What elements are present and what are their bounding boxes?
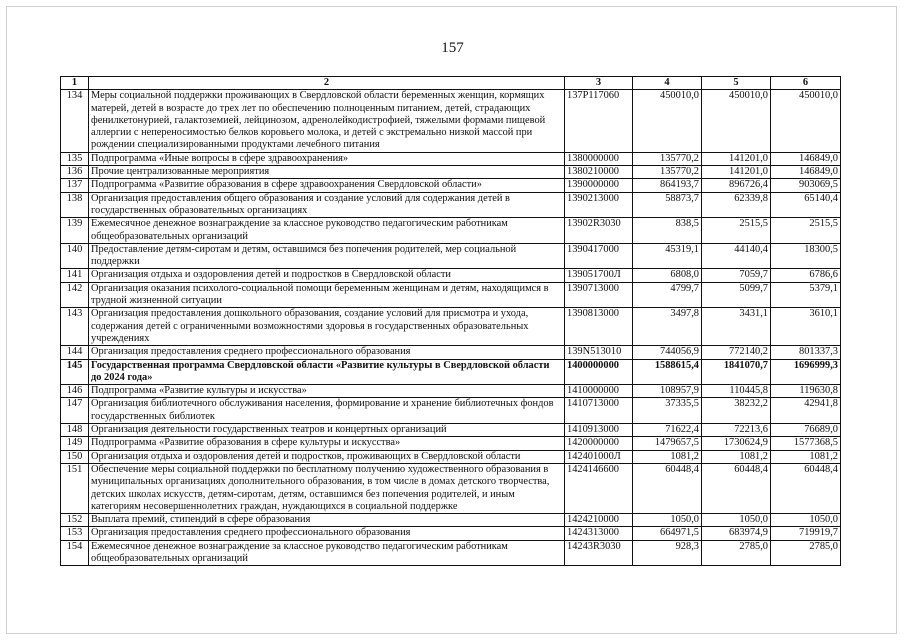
row-name: Подпрограмма «Развитие культуры и искусства»	[89, 385, 565, 398]
row-name: Государственная программа Свердловской области «Развитие культуры в Свердловской области до 2024 года»	[89, 359, 565, 385]
row-code: 1390813000	[565, 308, 633, 346]
row-code: 14243R3030	[565, 540, 633, 566]
table-row	[61, 308, 841, 346]
row-value-year-1: 135770,2	[633, 152, 702, 165]
table-row	[61, 192, 841, 218]
row-value-year-3: 42941,8	[771, 398, 841, 424]
row-value-year-3: 76689,0	[771, 424, 841, 437]
column-header-name: 2	[89, 77, 565, 90]
table-row	[61, 359, 841, 385]
row-value-year-2: 1730624,9	[702, 437, 771, 450]
row-number: 148	[61, 424, 89, 437]
row-name: Организация предоставления дошкольного образования, создание условий для присмотра и ухода, содержания детей с ограниченными возможностями здоровья в государственных образовательных учреждениях	[89, 308, 565, 346]
row-value-year-3: 5379,1	[771, 282, 841, 308]
row-name: Организация деятельности государственных театров и концертных организаций	[89, 424, 565, 437]
row-name: Ежемесячное денежное вознаграждение за классное руководство педагогическим работникам общеобразовательных организаций	[89, 540, 565, 566]
column-header-year-1: 4	[633, 77, 702, 90]
row-value-year-1: 3497,8	[633, 308, 702, 346]
row-code: 1410913000	[565, 424, 633, 437]
row-code: 1400000000	[565, 359, 633, 385]
row-value-year-1: 4799,7	[633, 282, 702, 308]
table-body	[61, 90, 841, 566]
table-row	[61, 166, 841, 179]
row-value-year-2: 141201,0	[702, 166, 771, 179]
header-row	[61, 77, 841, 90]
row-value-year-3: 719919,7	[771, 527, 841, 540]
row-number: 151	[61, 463, 89, 513]
row-value-year-1: 37335,5	[633, 398, 702, 424]
row-name: Меры социальной поддержки проживающих в Свердловской области беременных женщин, кормящих матерей, детей в возрасте до трех лет по обеспечению полноценным питанием, детей, страдающих фенилкетонурией, галактоземией, лейцинозом, адренолейкодистрофией, тяжелыми формами пищевой аллергии с непереносимостью белков коровьего молока, и детей с экстремально низкой массой при рождении специализированными продуктами лечебного питания	[89, 90, 565, 152]
row-name: Ежемесячное денежное вознаграждение за классное руководство педагогическим работникам общеобразовательных организаций	[89, 218, 565, 244]
row-number: 138	[61, 192, 89, 218]
row-name: Организация предоставления среднего профессионального образования	[89, 527, 565, 540]
row-number: 143	[61, 308, 89, 346]
row-value-year-2: 1081,2	[702, 450, 771, 463]
row-value-year-2: 72213,6	[702, 424, 771, 437]
row-name: Организация отдыха и оздоровления детей и подростков, проживающих в Свердловской области	[89, 450, 565, 463]
row-number: 152	[61, 514, 89, 527]
row-value-year-2: 772140,2	[702, 346, 771, 359]
column-header-year-2: 5	[702, 77, 771, 90]
row-value-year-3: 1081,2	[771, 450, 841, 463]
row-value-year-3: 119630,8	[771, 385, 841, 398]
table-row	[61, 514, 841, 527]
row-name: Обеспечение меры социальной поддержки по бесплатному получению художественного образования в муниципальных организациях дополнительного образования, в том числе в домах детского творчества, детских школах искусств, детям-сиротам, детям, оставшимся без попечения родителей, и иным категориям несовершеннолетних граждан, нуждающихся в социальной поддержке	[89, 463, 565, 513]
row-value-year-1: 744056,9	[633, 346, 702, 359]
row-number: 147	[61, 398, 89, 424]
row-value-year-2: 44140,4	[702, 243, 771, 269]
table-row	[61, 243, 841, 269]
row-value-year-2: 3431,1	[702, 308, 771, 346]
column-header-year-3: 6	[771, 77, 841, 90]
row-name: Подпрограмма «Развитие образования в сфере культуры и искусства»	[89, 437, 565, 450]
row-number: 136	[61, 166, 89, 179]
table-row	[61, 398, 841, 424]
row-value-year-3: 6786,6	[771, 269, 841, 282]
row-value-year-1: 1479657,5	[633, 437, 702, 450]
row-code: 142401000Л	[565, 450, 633, 463]
row-value-year-3: 903069,5	[771, 179, 841, 192]
table-row	[61, 90, 841, 152]
row-number: 140	[61, 243, 89, 269]
row-code: 1410713000	[565, 398, 633, 424]
row-name: Предоставление детям-сиротам и детям, оставшимся без попечения родителей, мер социальной поддержки	[89, 243, 565, 269]
row-value-year-1: 928,3	[633, 540, 702, 566]
row-name: Подпрограмма «Иные вопросы в сфере здравоохранения»	[89, 152, 565, 165]
row-code: 1390713000	[565, 282, 633, 308]
row-value-year-3: 146849,0	[771, 152, 841, 165]
row-value-year-2: 7059,7	[702, 269, 771, 282]
row-value-year-1: 664971,5	[633, 527, 702, 540]
table-row	[61, 385, 841, 398]
table-row	[61, 179, 841, 192]
row-number: 134	[61, 90, 89, 152]
column-header-code: 3	[565, 77, 633, 90]
row-value-year-3: 801337,3	[771, 346, 841, 359]
row-value-year-2: 683974,9	[702, 527, 771, 540]
row-value-year-2: 5099,7	[702, 282, 771, 308]
table-row	[61, 450, 841, 463]
row-name: Организация предоставления общего образования и создание условий для содержания детей в государственных образовательных организациях	[89, 192, 565, 218]
page-number: 157	[441, 40, 464, 56]
row-number: 141	[61, 269, 89, 282]
row-value-year-3: 65140,4	[771, 192, 841, 218]
table-row	[61, 540, 841, 566]
row-code: 1390000000	[565, 179, 633, 192]
row-value-year-3: 1696999,3	[771, 359, 841, 385]
row-value-year-1: 108957,9	[633, 385, 702, 398]
row-value-year-3: 60448,4	[771, 463, 841, 513]
row-code: 137P117060	[565, 90, 633, 152]
row-number: 153	[61, 527, 89, 540]
row-code: 1380210000	[565, 166, 633, 179]
row-name: Организация отдыха и оздоровления детей и подростков в Свердловской области	[89, 269, 565, 282]
row-value-year-2: 2785,0	[702, 540, 771, 566]
row-value-year-1: 838,5	[633, 218, 702, 244]
row-value-year-2: 62339,8	[702, 192, 771, 218]
row-value-year-3: 2515,5	[771, 218, 841, 244]
row-value-year-1: 58873,7	[633, 192, 702, 218]
row-code: 1390417000	[565, 243, 633, 269]
row-number: 142	[61, 282, 89, 308]
row-value-year-3: 2785,0	[771, 540, 841, 566]
row-code: 1390213000	[565, 192, 633, 218]
row-value-year-3: 3610,1	[771, 308, 841, 346]
table-row	[61, 218, 841, 244]
row-value-year-1: 1588615,4	[633, 359, 702, 385]
table-row	[61, 463, 841, 513]
row-value-year-2: 2515,5	[702, 218, 771, 244]
row-code: 1424146600	[565, 463, 633, 513]
row-value-year-1: 1050,0	[633, 514, 702, 527]
row-number: 154	[61, 540, 89, 566]
row-code: 1424210000	[565, 514, 633, 527]
row-code: 1380000000	[565, 152, 633, 165]
row-code: 139N513010	[565, 346, 633, 359]
budget-table	[60, 76, 841, 566]
row-name: Организация оказания психолого-социальной помощи беременным женщинам и детям, находящимся в трудной жизненной ситуации	[89, 282, 565, 308]
row-value-year-3: 1577368,5	[771, 437, 841, 450]
row-number: 149	[61, 437, 89, 450]
row-value-year-1: 1081,2	[633, 450, 702, 463]
row-code: 1420000000	[565, 437, 633, 450]
row-number: 137	[61, 179, 89, 192]
row-value-year-2: 60448,4	[702, 463, 771, 513]
row-value-year-1: 6808,0	[633, 269, 702, 282]
row-name: Выплата премий, стипендий в сфере образования	[89, 514, 565, 527]
table-row	[61, 282, 841, 308]
row-value-year-3: 1050,0	[771, 514, 841, 527]
row-value-year-1: 60448,4	[633, 463, 702, 513]
table-row	[61, 269, 841, 282]
row-value-year-2: 450010,0	[702, 90, 771, 152]
row-name: Подпрограмма «Развитие образования в сфере здравоохранения Свердловской области»	[89, 179, 565, 192]
row-number: 135	[61, 152, 89, 165]
row-value-year-3: 18300,5	[771, 243, 841, 269]
row-number: 139	[61, 218, 89, 244]
row-value-year-2: 896726,4	[702, 179, 771, 192]
table-row	[61, 346, 841, 359]
table-row	[61, 152, 841, 165]
row-name: Организация библиотечного обслуживания населения, формирование и хранение библиотечных фондов государственных библиотек	[89, 398, 565, 424]
row-name: Организация предоставления среднего профессионального образования	[89, 346, 565, 359]
row-code: 139051700Л	[565, 269, 633, 282]
row-code: 1424313000	[565, 527, 633, 540]
row-number: 145	[61, 359, 89, 385]
table-row	[61, 424, 841, 437]
row-number: 150	[61, 450, 89, 463]
row-value-year-1: 450010,0	[633, 90, 702, 152]
row-number: 144	[61, 346, 89, 359]
row-code: 1410000000	[565, 385, 633, 398]
row-code: 13902R3030	[565, 218, 633, 244]
row-value-year-2: 38232,2	[702, 398, 771, 424]
row-value-year-3: 146849,0	[771, 166, 841, 179]
row-value-year-1: 45319,1	[633, 243, 702, 269]
row-value-year-2: 1841070,7	[702, 359, 771, 385]
row-value-year-2: 141201,0	[702, 152, 771, 165]
row-value-year-1: 864193,7	[633, 179, 702, 192]
row-value-year-1: 135770,2	[633, 166, 702, 179]
row-name: Прочие централизованные мероприятия	[89, 166, 565, 179]
row-value-year-2: 1050,0	[702, 514, 771, 527]
row-number: 146	[61, 385, 89, 398]
column-header-number: 1	[61, 77, 89, 90]
table-row	[61, 437, 841, 450]
row-value-year-1: 71622,4	[633, 424, 702, 437]
row-value-year-3: 450010,0	[771, 90, 841, 152]
table-row	[61, 527, 841, 540]
row-value-year-2: 110445,8	[702, 385, 771, 398]
